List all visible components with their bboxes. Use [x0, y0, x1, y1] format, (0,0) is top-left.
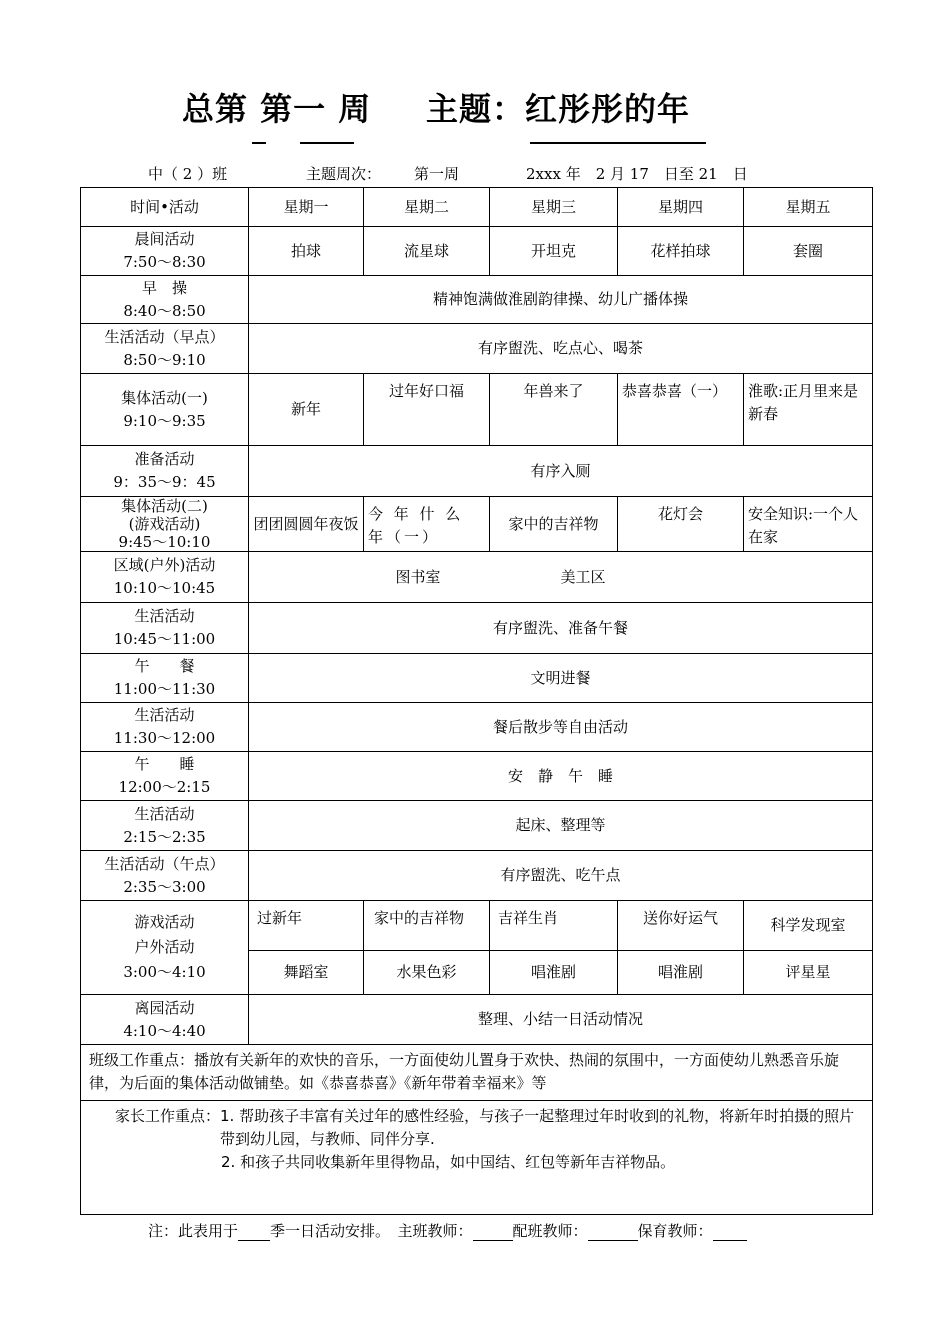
- cell-mon: 团团圆圆年夜饭: [249, 497, 364, 552]
- row-life3: [81, 801, 873, 851]
- row-area: [81, 552, 873, 603]
- row-label: 早 操 8:40～8:50: [81, 276, 249, 324]
- merged-cell: [249, 552, 873, 603]
- row-label: 集体活动(一) 9:10～9:35: [81, 374, 249, 446]
- col-header-fri: 星期五: [744, 188, 873, 227]
- footer-assist-teacher: 配班教师：: [512, 1222, 588, 1240]
- col-header-thu: 星期四: [618, 188, 744, 227]
- merged-cell: 餐后散步等自由活动: [249, 703, 873, 752]
- row-parent-focus: [81, 1101, 873, 1215]
- row-group2: [81, 497, 873, 552]
- col-header-wed: 星期三: [490, 188, 618, 227]
- cell-thu: 恭喜恭喜（一）: [618, 374, 744, 446]
- parent-focus-label: 家长工作重点：: [115, 1107, 221, 1125]
- main-teacher-blank[interactable]: [473, 1224, 513, 1241]
- cell-wed: 唱淮剧: [490, 951, 618, 995]
- cell-mon: 过新年: [249, 901, 364, 951]
- cell-tue: 过年好口福: [364, 374, 490, 446]
- area-art: 美工区: [560, 567, 606, 586]
- row-label: 生活活动 11:30～12:00: [81, 703, 249, 752]
- cell-fri: 科学发现室: [744, 901, 873, 951]
- row-exercise: [81, 276, 873, 324]
- parent-focus-note: [81, 1101, 873, 1215]
- row-label: 集体活动(二) (游戏活动) 9:45～10:10: [81, 497, 249, 552]
- row-lunch: [81, 654, 873, 703]
- cell-tue: 家中的吉祥物: [364, 901, 490, 951]
- row-games-a: [81, 901, 873, 951]
- cell-thu: 花灯会: [618, 497, 744, 552]
- merged-cell: 有序盥洗、吃点心、喝茶: [249, 324, 873, 374]
- merged-cell: 有序盥洗、准备午餐: [249, 603, 873, 654]
- row-nap: [81, 752, 873, 801]
- cell-mon: 舞蹈室: [249, 951, 364, 995]
- merged-cell: 文明进餐: [249, 654, 873, 703]
- merged-cell: 有序入厕: [249, 446, 873, 497]
- cell-fri: 套圈: [744, 227, 873, 276]
- week-value: 第一周: [414, 165, 460, 183]
- row-snack: [81, 324, 873, 374]
- cell-thu: 花样拍球: [618, 227, 744, 276]
- row-leave: [81, 995, 873, 1045]
- cell-wed: 吉祥生肖: [490, 901, 618, 951]
- row-life2: [81, 703, 873, 752]
- class-focus-note: 班级工作重点：播放有关新年的欢快的音乐，一方面使幼儿置身于欢快、热闹的氛围中，一方面使幼儿熟悉音乐旋律，为后面的集体活动做铺垫。如《恭喜恭喜》《新年带着幸福来》等: [81, 1045, 873, 1101]
- footer-care-teacher: 保育教师：: [637, 1222, 713, 1240]
- title-underline-3: [530, 142, 706, 144]
- footer-main-teacher: 季一日活动安排。 主班教师：: [270, 1222, 473, 1240]
- parent-item-2: 2. 和孩子共同收集新年里得物品，如中国结、红包等新年吉祥物品。: [221, 1153, 676, 1171]
- care-teacher-blank[interactable]: [713, 1224, 747, 1241]
- title-theme: 主题：红彤彤的年: [426, 90, 691, 128]
- assist-teacher-blank[interactable]: [588, 1224, 638, 1241]
- row-afternoon-snack: [81, 851, 873, 901]
- cell-fri: 评星星: [744, 951, 873, 995]
- footer-note: [148, 1220, 747, 1241]
- cell-wed: 年兽来了: [490, 374, 618, 446]
- season-blank[interactable]: [238, 1224, 270, 1241]
- merged-cell: 有序盥洗、吃午点: [249, 851, 873, 901]
- col-header-time: 时间•活动: [81, 188, 249, 227]
- row-life1: [81, 603, 873, 654]
- row-label: 区域(户外)活动 10:10～10:45: [81, 552, 249, 603]
- merged-cell: 安 静 午 睡: [249, 752, 873, 801]
- row-label: 午 睡 12:00～2:15: [81, 752, 249, 801]
- cell-mon: 新年: [249, 374, 364, 446]
- row-label: 生活活动 10:45～11:00: [81, 603, 249, 654]
- row-group1: [81, 374, 873, 446]
- cell-fri: 淮歌:正月里来是新春: [744, 374, 873, 446]
- class-label: 中（ 2 ）班: [148, 165, 228, 183]
- header-row: [81, 188, 873, 227]
- cell-mon: 拍球: [249, 227, 364, 276]
- cell-tue: 今 年 什 么 年（一）: [364, 497, 490, 552]
- footer-prefix: 注：此表用于: [148, 1222, 239, 1240]
- row-label: 生活活动 2:15～2:35: [81, 801, 249, 851]
- row-label: 晨间活动 7:50～8:30: [81, 227, 249, 276]
- week-label: 主题周次：: [306, 165, 382, 183]
- row-label: 游戏活动 户外活动 3:00～4:10: [81, 901, 249, 995]
- cell-thu: 唱淮剧: [618, 951, 744, 995]
- parent-item-1: 1. 帮助孩子丰富有关过年的感性经验，与孩子一起整理过年时收到的礼物，将新年时拍摄的照片带到幼儿园，与教师、同伴分享.: [220, 1107, 855, 1148]
- title-underline-2: [300, 142, 354, 144]
- row-label: 午 餐 11:00～11:30: [81, 654, 249, 703]
- row-prep: [81, 446, 873, 497]
- cell-wed: 家中的吉祥物: [490, 497, 618, 552]
- title-week: 总第 第一 周: [182, 90, 372, 128]
- cell-tue: 水果色彩: [364, 951, 490, 995]
- row-label: 生活活动（早点） 8:50～9:10: [81, 324, 249, 374]
- date-range: 2xxx 年 2 月 17 日至 21 日: [526, 165, 748, 183]
- cell-wed: 开坦克: [490, 227, 618, 276]
- weekly-schedule-table: [80, 187, 873, 1215]
- cell-fri: 安全知识:一个人在家: [744, 497, 873, 552]
- col-header-tue: 星期二: [364, 188, 490, 227]
- row-label: 准备活动 9：35～9：45: [81, 446, 249, 497]
- row-label: 生活活动（午点） 2:35～3:00: [81, 851, 249, 901]
- row-morning: [81, 227, 873, 276]
- cell-thu: 送你好运气: [618, 901, 744, 951]
- col-header-mon: 星期一: [249, 188, 364, 227]
- merged-cell: 起床、整理等: [249, 801, 873, 851]
- merged-cell: 整理、小结一日活动情况: [249, 995, 873, 1045]
- merged-cell: 精神饱满做淮剧韵律操、幼儿广播体操: [249, 276, 873, 324]
- row-class-focus: [81, 1045, 873, 1101]
- title-underline-1: [252, 142, 266, 144]
- area-library: 图书室: [395, 567, 441, 586]
- cell-tue: 流星球: [364, 227, 490, 276]
- row-label: 离园活动 4:10～4:40: [81, 995, 249, 1045]
